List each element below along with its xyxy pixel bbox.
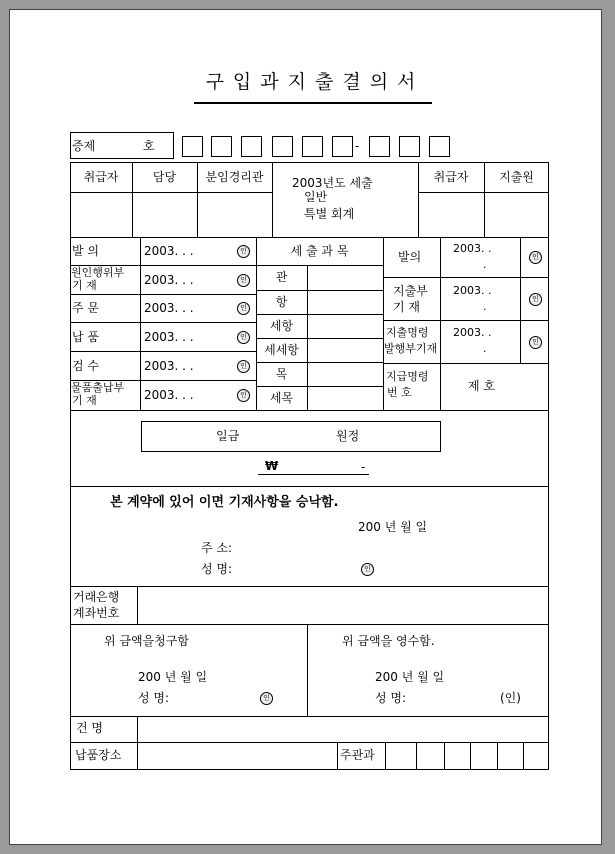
amount-box[interactable]: [141, 421, 441, 452]
right-date-proposal[interactable]: 2003. .: [453, 242, 492, 255]
right-date-order-issue[interactable]: 2003. .: [453, 326, 492, 339]
seal-icon: 인: [237, 389, 250, 402]
seal-icon: 인: [361, 563, 374, 576]
right-label-disbursement-ledger-2: 기 재: [393, 300, 420, 314]
handler-header: 취급자: [83, 170, 119, 184]
budget-item-label: 관: [275, 270, 288, 284]
finance-officer-signature-cell[interactable]: [198, 193, 271, 236]
budget-item-label: 세세항: [264, 343, 299, 357]
amount-unit: 원정: [336, 429, 360, 443]
evidence-digit-box[interactable]: [302, 136, 323, 157]
delivery-place-field[interactable]: [138, 743, 336, 769]
expenditure-resolution-form: [9, 9, 602, 845]
date-cause-act[interactable]: 2003. . .: [144, 273, 194, 287]
subject-label: 건 명: [76, 721, 103, 735]
row-label-proposal: 발 의: [72, 244, 99, 258]
won-sign: ₩: [265, 459, 279, 473]
seal-icon: 인: [237, 274, 250, 287]
bank-account-field[interactable]: [138, 587, 548, 623]
budget-item-label: 세항: [269, 319, 294, 333]
date-delivery[interactable]: 2003. . .: [144, 330, 194, 344]
evidence-dash: -: [355, 139, 360, 153]
year-account-label: 2003년도 세출: [292, 176, 373, 190]
date-goods-ledger[interactable]: 2003. . .: [144, 388, 194, 402]
row-label-delivery: 납 품: [72, 330, 99, 344]
row-label-goods-ledger: 물품출납부: [71, 381, 125, 394]
handler2-header: 취급자: [433, 170, 469, 184]
account-number-label: 계좌번호: [73, 606, 120, 620]
amount-label: 일금: [216, 429, 240, 443]
special-account-label: 특별 회계: [304, 207, 355, 221]
evidence-digit-box[interactable]: [429, 136, 450, 157]
row-label-cause-act-2: 기 재: [72, 279, 97, 292]
in-charge-header: 담당: [152, 170, 177, 184]
budget-header: 세 출 과 목: [290, 244, 349, 258]
seal-icon: 인: [529, 251, 542, 264]
seal-icon: 인: [529, 336, 542, 349]
evidence-digit-box[interactable]: [369, 136, 390, 157]
department-label: 주관과: [340, 748, 375, 762]
handler2-signature-cell[interactable]: [419, 193, 483, 236]
evidence-digit-box[interactable]: [272, 136, 293, 157]
claim-name-label: 성 명:: [138, 691, 170, 705]
row-label-inspection: 검 수: [72, 359, 99, 373]
budget-item-label: 항: [275, 295, 288, 309]
claim-title: 위 금액을청구함: [104, 634, 189, 648]
seal-icon: 인: [260, 692, 273, 705]
seal-icon: 인: [529, 293, 542, 306]
seal-icon: 인: [237, 360, 250, 373]
row-label-goods-ledger-2: 기 재: [72, 394, 97, 407]
handler-signature-cell[interactable]: [71, 193, 131, 236]
evidence-digit-box[interactable]: [399, 136, 420, 157]
address-label: 주 소:: [201, 541, 233, 555]
budget-item-label: 세목: [269, 391, 294, 405]
right-date-proposal-2: .: [483, 258, 487, 271]
right-label-payment-order: 지급명령: [386, 370, 429, 383]
date-inspection[interactable]: 2003. . .: [144, 359, 194, 373]
date-order[interactable]: 2003. . .: [144, 301, 194, 315]
evidence-digit-box[interactable]: [211, 136, 232, 157]
evidence-digit-box[interactable]: [241, 136, 262, 157]
general-account-label: 일반: [304, 190, 328, 204]
budget-item-label: 목: [275, 367, 288, 381]
row-label-cause-act: 원인행위부: [71, 266, 125, 279]
payment-order-number[interactable]: 제 호: [468, 379, 495, 393]
right-date-disbursement-ledger-2: .: [483, 300, 487, 313]
right-label-order-issue-2: 발행부기재: [384, 342, 438, 355]
right-date-disbursement-ledger[interactable]: 2003. .: [453, 284, 492, 297]
right-label-disbursement-ledger: 지출부: [393, 284, 428, 298]
finance-officer-header: 분임경리관: [205, 170, 264, 184]
title-underline: [194, 102, 432, 104]
row-label-order: 주 문: [72, 301, 99, 315]
seal-icon: 인: [237, 302, 250, 315]
form-title: 구입과지출결의서: [205, 71, 425, 93]
evidence-label: 증제: [72, 139, 96, 153]
disbursing-officer-signature-cell[interactable]: [485, 193, 548, 236]
claim-date[interactable]: 200 년 월 일: [138, 670, 208, 684]
seal-icon: 인: [237, 331, 250, 344]
delivery-place-label: 납품장소: [75, 748, 122, 762]
agreement-date[interactable]: 200 년 월 일: [358, 520, 428, 534]
subject-field[interactable]: [138, 717, 548, 741]
bank-label: 거래은행: [73, 590, 120, 604]
won-dash: -: [361, 460, 366, 474]
date-proposal[interactable]: 2003. . .: [144, 244, 194, 258]
evidence-suffix: 호: [143, 139, 155, 153]
name-label: 성 명:: [201, 562, 233, 576]
right-date-order-issue-2: .: [483, 342, 487, 355]
evidence-digit-box[interactable]: [182, 136, 203, 157]
disbursing-officer-header: 지출원: [499, 170, 534, 184]
right-label-order-issue: 지출명령: [386, 326, 429, 339]
evidence-digit-box[interactable]: [332, 136, 353, 157]
won-underline: [258, 474, 369, 475]
receipt-seal-text: (인): [500, 691, 521, 705]
receipt-name-label: 성 명:: [375, 691, 407, 705]
right-label-payment-order-2: 번 호: [387, 386, 412, 399]
agreement-statement: 본 계약에 있어 이면 기재사항을 승낙함.: [110, 495, 339, 510]
right-label-proposal: 발의: [398, 250, 422, 264]
receipt-title: 위 금액을 영수함.: [342, 634, 435, 648]
in-charge-signature-cell[interactable]: [133, 193, 196, 236]
receipt-date[interactable]: 200 년 월 일: [375, 670, 445, 684]
seal-icon: 인: [237, 245, 250, 258]
